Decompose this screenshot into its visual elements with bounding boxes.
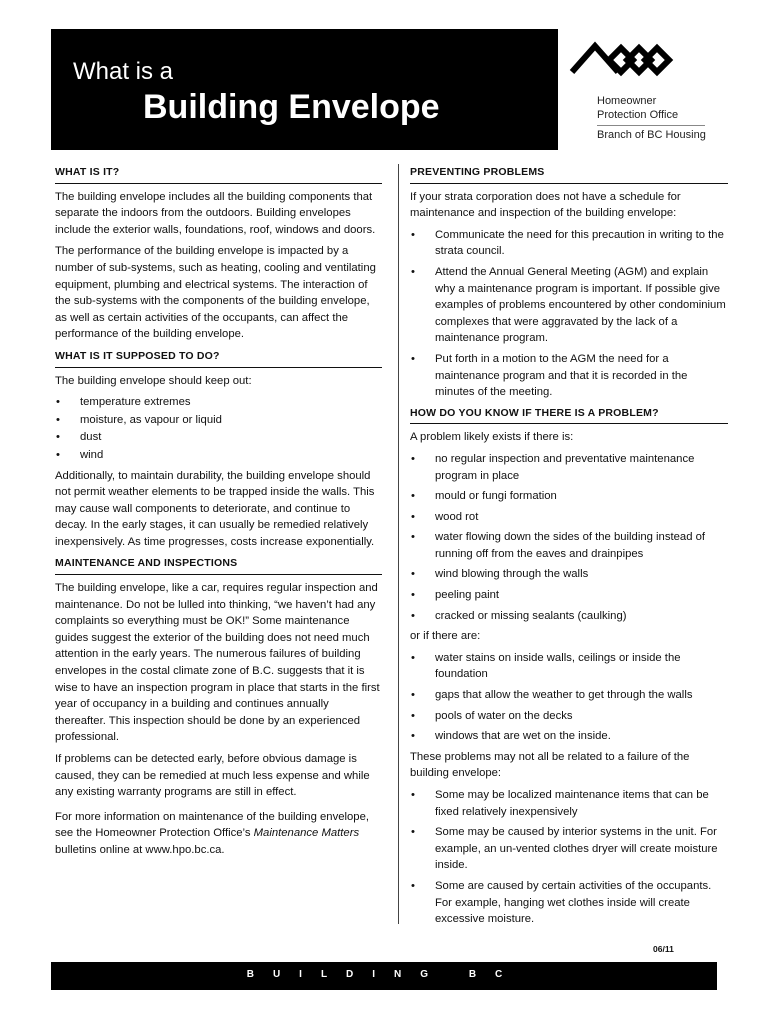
paragraph: If problems can be detected early, before obvious damage is caused, they can be remedied at much less expense and while any existing warranty programs are still in effect. bbox=[55, 753, 370, 799]
section-heading-supposed-to-do: WHAT IS IT SUPPOSED TO DO? bbox=[55, 348, 382, 368]
text-span: bulletins online at www.hpo.bc.ca. bbox=[55, 843, 225, 856]
footer-text: BUILDING BC bbox=[246, 969, 522, 980]
list-item: • wood rot bbox=[410, 509, 728, 526]
left-column bbox=[55, 164, 382, 864]
paragraph: The building envelope, like a car, requires regular inspection and maintenance. Do not be lulled into thinking, “we haven’t had any complaints so everything must be OK!” Some maintenance guides suggest the exterior of the building does not need much attention in the early years. The numerous failures of building envelopes in the costal climate zone of B.C. suggests that it is wise to have an inspection program in place that starts in the first year of occupancy in a building and continues annually thereafter. This inspection should be done by an experienced professional. bbox=[55, 582, 380, 744]
section-heading-preventing-problems: PREVENTING PROBLEMS bbox=[410, 164, 728, 184]
list-item: • pools of water on the decks bbox=[410, 708, 728, 725]
list-item: • no regular inspection and preventative maintenance program in place bbox=[410, 451, 728, 484]
hpo-house-logo-icon bbox=[569, 38, 674, 88]
paragraph: These problems may not all be related to a failure of the building envelope: bbox=[410, 750, 690, 780]
logo-text-line-2: Protection Office bbox=[597, 109, 679, 121]
hpo-logo bbox=[569, 38, 709, 148]
bullet-list bbox=[410, 451, 728, 624]
footer-banner bbox=[51, 962, 717, 990]
list-item: • wind blowing through the walls bbox=[410, 566, 728, 583]
issue-date: 06/11 bbox=[653, 944, 674, 954]
list-item: • Some may be localized maintenance items that can be fixed relatively inexpensively bbox=[410, 787, 728, 820]
bullet-list bbox=[410, 787, 728, 928]
column-divider bbox=[398, 164, 399, 924]
bullet-list bbox=[410, 227, 728, 401]
list-item: • Attend the Annual General Meeting (AGM) and explain why a maintenance program is important. If possible give examples of problems encountered by other condominium complexes that were aggravated by the lack of a maintenance program. bbox=[410, 264, 728, 347]
title-line-1: What is a bbox=[73, 58, 174, 85]
paragraph: The building envelope should keep out: bbox=[55, 374, 252, 387]
list-item: • windows that are wet on the inside. bbox=[410, 728, 728, 745]
paragraph: If your strata corporation does not have a schedule for maintenance and inspection of the building envelope: bbox=[410, 190, 681, 220]
page-title: Building Envelope bbox=[143, 88, 440, 126]
list-item: • temperature extremes bbox=[55, 394, 382, 411]
list-item: • Some may be caused by interior systems in the unit. For example, an un-vented clothes dryer will create moisture inside. bbox=[410, 824, 728, 874]
logo-divider bbox=[597, 125, 705, 126]
list-item: • moisture, as vapour or liquid bbox=[55, 412, 382, 429]
logo-text-line-3: Branch of BC Housing bbox=[597, 129, 706, 141]
list-item: • mould or fungi formation bbox=[410, 488, 728, 505]
section-heading-what-is-it: WHAT IS IT? bbox=[55, 164, 382, 184]
section-heading-how-do-you-know: HOW DO YOU KNOW IF THERE IS A PROBLEM? bbox=[410, 405, 728, 425]
paragraph bbox=[55, 809, 382, 859]
list-item: • Communicate the need for this precaution in writing to the strata council. bbox=[410, 227, 728, 260]
list-item: • cracked or missing sealants (caulking) bbox=[410, 608, 728, 625]
logo-text-line-1: Homeowner bbox=[597, 95, 657, 107]
list-item: • water stains on inside walls, ceilings or inside the foundation bbox=[410, 650, 728, 683]
section-heading-maintenance: MAINTENANCE AND INSPECTIONS bbox=[55, 555, 382, 575]
text-span: For more information on maintenance of the building envelope, see the Homeowner Protection Office’s bbox=[55, 810, 369, 840]
list-item: • Put forth in a motion to the AGM the need for a maintenance program and that it is recorded in the minutes of the meeting. bbox=[410, 351, 728, 401]
paragraph: or if there are: bbox=[410, 630, 481, 643]
right-column bbox=[410, 164, 728, 932]
list-item: • gaps that allow the weather to get through the walls bbox=[410, 687, 728, 704]
list-item: • wind bbox=[55, 447, 382, 464]
list-item: • water flowing down the sides of the building instead of running off from the eaves and drainpipes bbox=[410, 529, 728, 562]
list-item: • Some are caused by certain activities of the occupants. For example, hanging wet clothes inside will create excessive moisture. bbox=[410, 878, 728, 928]
paragraph: A problem likely exists if there is: bbox=[410, 431, 574, 444]
list-item: • dust bbox=[55, 429, 382, 446]
publication-title: Maintenance Matters bbox=[253, 827, 360, 840]
bullet-list bbox=[410, 650, 728, 745]
paragraph: The building envelope includes all the building components that separate the indoors from the outdoors. Building envelopes include the exterior walls, foundations, roof, windows and doors. bbox=[55, 190, 376, 236]
bullet-list bbox=[55, 394, 382, 463]
list-item: • peeling paint bbox=[410, 587, 728, 604]
paragraph: The performance of the building envelope is impacted by a number of sub-systems, such as heating, cooling and ventilating equipment, plumbing and electrical systems. The interaction of the sub-systems with the components of the building envelope, as well as certain activities of the occupants, can affect the performance of the building envelope. bbox=[55, 245, 376, 341]
paragraph: Additionally, to maintain durability, the building envelope should not permit weather elements to be trapped inside the walls. This may cause wall components to deteriorate, and continue to decay. In the early stages, it can usually be remedied relatively inexpensively. As time progresses, costs increase exponentially. bbox=[55, 469, 375, 548]
